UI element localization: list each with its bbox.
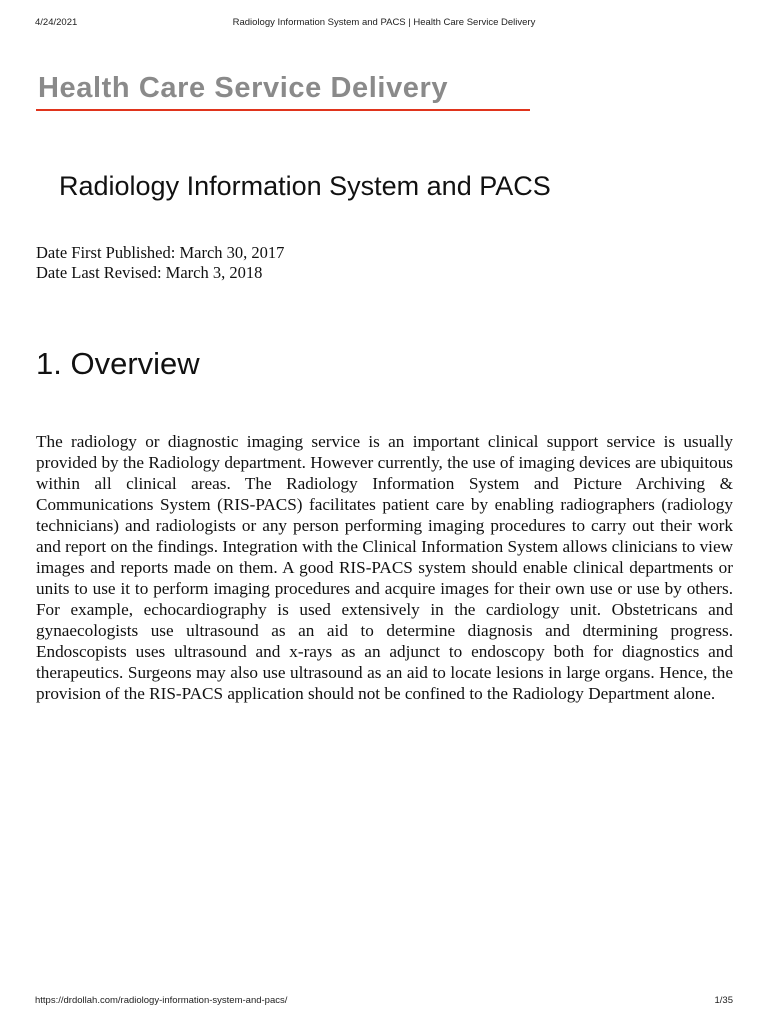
page-number: 1/35 <box>714 995 733 1006</box>
site-title: Health Care Service Delivery <box>38 72 449 104</box>
print-header <box>35 17 733 31</box>
date-first-published: Date First Published: March 30, 2017 <box>36 243 285 262</box>
site-title-underline <box>36 109 530 111</box>
overview-paragraph: The radiology or diagnostic imaging service is an important clinical support service is usually provided by the Radiology department. However currently, the use of imaging devices are ubiquitous within all clinical areas. The Radiology Information System and Picture Archiving & Communications System (RIS-PACS) facilitates patient care by enabling radiographers (radiology technicians) and radiologists or any person performing imaging procedures to carry out their work and report on the findings. Integration with the Clinical Information System allows clinicians to view images and reports made on them. A good RIS-PACS system should enable clinical departments or units to use it to perform imaging procedures and acquire images for their own use or use by others. For example, echocardiography is used extensively in the cardiology unit. Obstetricans and gynaecologists use ultrasound as an aid to determine diagnosis and dtermining progress. Endoscopists uses ultrasound and x-rays as an adjunct to endoscopy both for diagnostics and therapeutics. Surgeons may also use ultrasound as an aid to locate lesions in large organs. Hence, the provision of the RIS-PACS application should not be confined to the Radiology Department alone. <box>36 432 733 703</box>
publication-dates <box>36 243 284 283</box>
print-url: https://drdollah.com/radiology-information-system-and-pacs/ <box>35 995 288 1006</box>
print-date: 4/24/2021 <box>35 17 78 28</box>
date-last-revised: Date Last Revised: March 3, 2018 <box>36 263 263 282</box>
page-title: Radiology Information System and PACS <box>59 171 551 201</box>
print-document-title: Radiology Information System and PACS | Health Care Service Delivery <box>232 17 536 28</box>
print-footer <box>35 995 733 1009</box>
section-heading-overview: 1. Overview <box>36 346 200 381</box>
